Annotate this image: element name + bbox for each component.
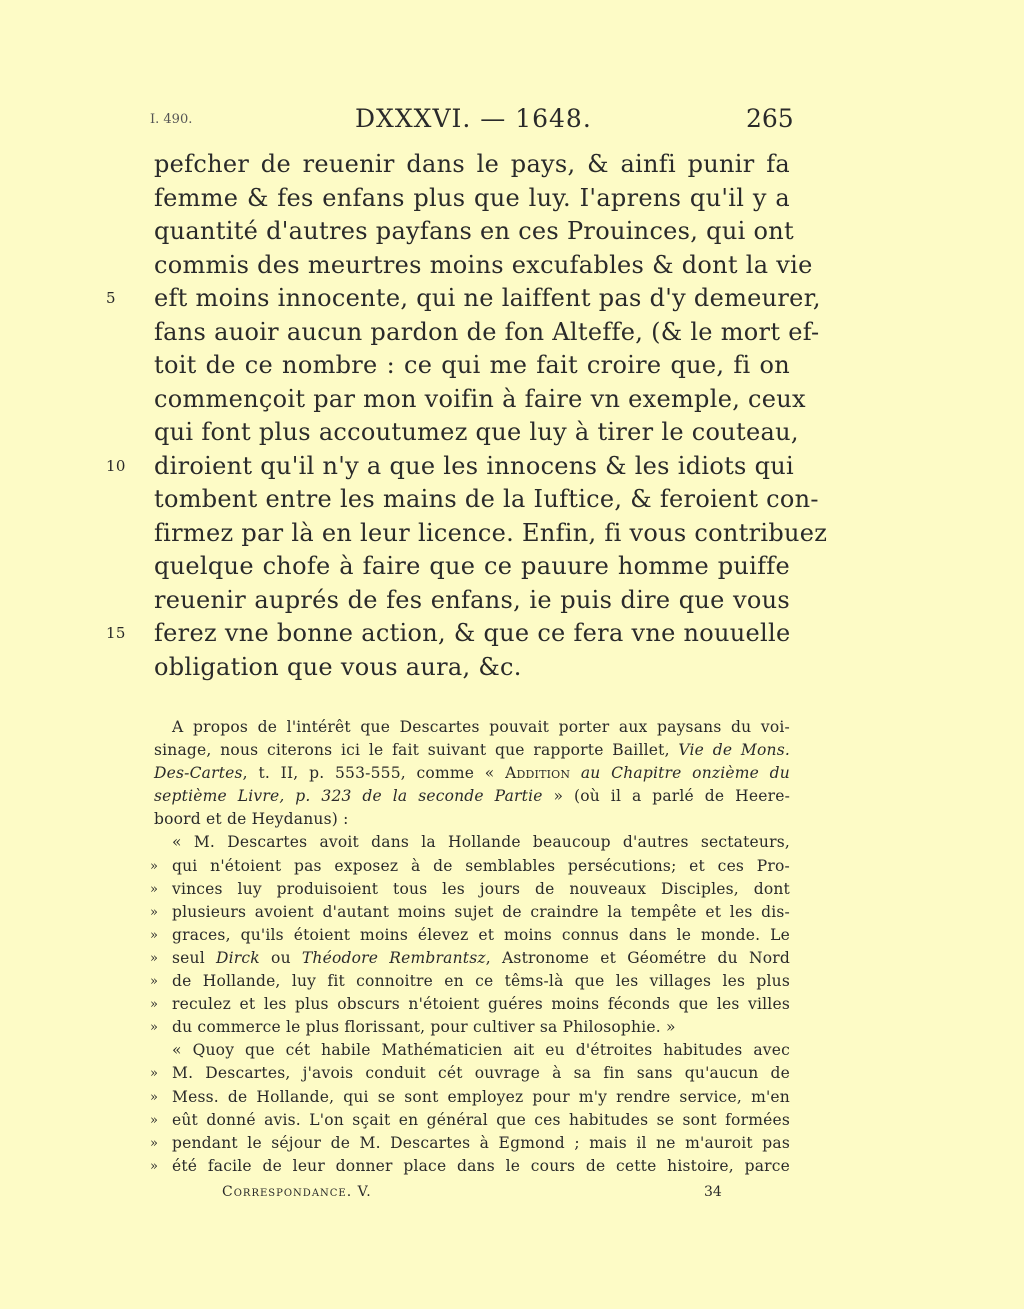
signature-mark: 34 xyxy=(704,1184,722,1200)
quotation-block xyxy=(150,831,790,946)
volume-label: Correspondance. V. xyxy=(222,1184,372,1200)
quote-line: » plusieurs avoient d'autant moins sujet de craindre la tempête et les dis- xyxy=(150,902,790,921)
page-number: 265 xyxy=(746,104,794,133)
note-line: sinage, nous citerons ici le fait suivant que rapporte Baillet, Vie de Mons. xyxy=(154,741,790,760)
quotation-block xyxy=(150,1039,790,1178)
text-line: pefcher de reuenir dans le pays, & ainfi punir fa xyxy=(154,150,790,178)
text-line: reuenir auprés de fes enfans, ie puis dire que vous xyxy=(154,585,790,614)
text-line: femme & fes enfans plus que luy. I'aprens qu'il y a xyxy=(154,183,790,212)
quote-line: « Quoy que cét habile Mathématicien ait eu d'étroites habitudes avec xyxy=(172,1041,790,1060)
text-line: commençoit par mon voifin à faire vn exemple, ceux xyxy=(154,384,806,413)
page-footer xyxy=(0,1184,1024,1208)
editor-note xyxy=(150,716,791,1178)
header-title: DXXXVI. — 1648. xyxy=(355,104,592,133)
text-line: quelque chofe à faire que ce pauure homme puiffe xyxy=(154,552,790,580)
text-line: firmez par là en leur licence. Enfin, fi vous contribuez xyxy=(154,518,828,547)
line-number: 5 xyxy=(106,289,116,307)
header-reference: I. 490. xyxy=(150,112,193,127)
quote-line: » vinces luy produisoient tous les jours de nouveaux Disciples, dont xyxy=(150,879,790,898)
text-line: tombent entre les mains de la Iuftice, & feroient con- xyxy=(154,485,819,513)
text-line: fans auoir aucun pardon de fon Alteffe, (& le mort ef- xyxy=(154,317,820,346)
quote-line: » seul Dirck ou Théodore Rembrantsz, Astronome et Géométre du Nord xyxy=(150,948,790,967)
quote-line: » qui n'étoient pas exposez à de semblables persécutions; et ces Pro- xyxy=(150,856,790,875)
note-line: septième Livre, p. 323 de la seconde Partie » (où il a parlé de Heere- xyxy=(154,787,791,806)
note-line: A propos de l'intérêt que Descartes pouvait porter aux paysans du voi- xyxy=(172,718,790,736)
quote-line: » M. Descartes, j'avois conduit cét ouvrage à sa fin sans qu'aucun de xyxy=(150,1064,790,1083)
text-line: diroient qu'il n'y a que les innocens & les idiots qui 10 xyxy=(154,450,790,484)
quote-line: » du commerce le plus florissant, pour cultiver sa Philosophie. » xyxy=(150,1018,676,1037)
quote-line: » reculez et les plus obscurs n'étoient guéres moins féconds que les villes xyxy=(150,995,790,1014)
quote-line: » graces, qu'ils étoient moins élevez et moins connus dans le monde. Le xyxy=(150,925,790,944)
text-line: ferez vne bonne action, & que ce fera vne nouuelle 15 xyxy=(154,617,790,651)
page-header xyxy=(0,104,1024,138)
note-line: boord et de Heydanus) : xyxy=(154,810,349,829)
line-number: 10 xyxy=(106,456,126,475)
text-line: qui font plus accoutumez que luy à tirer le couteau, xyxy=(154,418,799,446)
note-line: Des-Cartes, t. II, p. 553-555, comme « Addition au Chapitre onzième du xyxy=(154,764,790,783)
quote-line: » été facile de leur donner place dans le cours de cette histoire, parce xyxy=(150,1156,790,1175)
quote-line: » eût donné avis. L'on sçait en général que ces habitudes se sont formées xyxy=(150,1110,790,1129)
text-line: toit de ce nombre : ce qui me fait croire que, fi on xyxy=(154,351,790,379)
text-line: eft moins innocente, qui ne laiffent pas d'y demeurer, 5 xyxy=(154,282,790,316)
text-line: commis des meurtres moins excufables & dont la vie xyxy=(154,250,813,279)
quote-line: » de Hollande, luy fit connoitre en ce têms-là que les villages les plus xyxy=(150,972,790,991)
text-line: quantité d'autres payfans en ces Prouinces, qui ont xyxy=(154,217,794,245)
letter-body xyxy=(106,148,828,684)
quote-line: « M. Descartes avoit dans la Hollande beaucoup d'autres sectateurs, xyxy=(172,833,790,852)
quotation-block xyxy=(150,970,790,1039)
quote-line: » Mess. de Hollande, qui se sont employez pour m'y rendre service, m'en xyxy=(150,1087,790,1106)
line-number: 15 xyxy=(106,624,126,642)
text-line: obligation que vous aura, &c. xyxy=(154,652,522,681)
quote-line: » pendant le séjour de M. Descartes à Egmond ; mais il ne m'auroit pas xyxy=(150,1133,790,1152)
